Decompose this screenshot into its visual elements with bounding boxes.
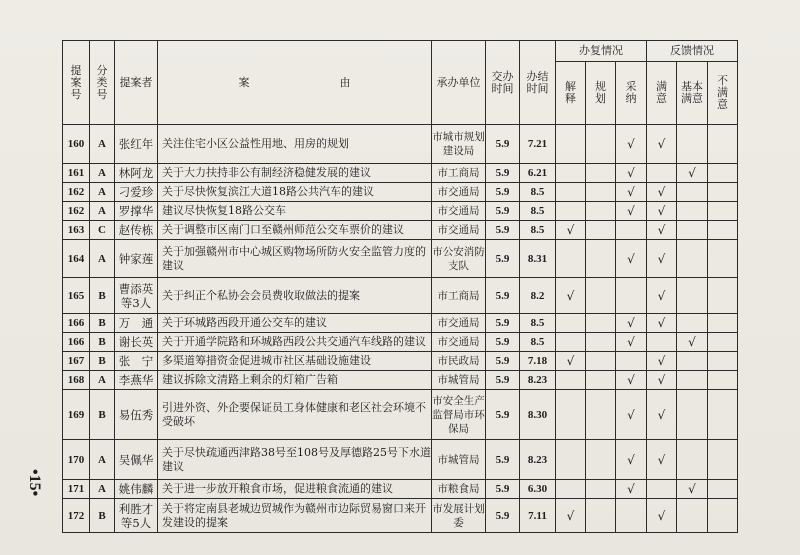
cell-subject: 建议拆除文清路上剩余的灯箱广告箱 <box>158 371 432 390</box>
table-row <box>63 352 738 371</box>
cell-subject: 关于进一步放开粮食市场，促进粮食流通的建议 <box>158 480 432 499</box>
cell-category: A <box>90 202 115 221</box>
cell-unsatisfied-check <box>708 278 738 314</box>
cell-unsatisfied-check <box>708 371 738 390</box>
cell-subject: 建议尽快恢复18路公交车 <box>158 202 432 221</box>
cell-basic-satisfied-check <box>677 390 708 440</box>
header-handling-adopt: 采纳 <box>616 62 647 125</box>
cell-plan-check <box>586 333 616 352</box>
cell-assign-time: 5.9 <box>486 499 520 533</box>
cell-proposal-no: 162 <box>63 183 90 202</box>
cell-unit: 市城管局 <box>432 440 486 480</box>
cell-assign-time: 5.9 <box>486 221 520 240</box>
cell-proposer: 林阿龙 <box>115 164 158 183</box>
cell-plan-check <box>586 278 616 314</box>
cell-satisfied-check <box>647 333 677 352</box>
cell-satisfied-check: √ <box>647 183 677 202</box>
cell-subject: 关于开通学院路和环城路西段公共交通汽车线路的建议 <box>158 333 432 352</box>
cell-category: C <box>90 221 115 240</box>
cell-proposer: 赵传栋 <box>115 221 158 240</box>
header-assign-time: 交办时间 <box>486 41 520 125</box>
cell-plan-check <box>586 202 616 221</box>
cell-finish-time: 7.21 <box>520 125 556 164</box>
table-row <box>63 480 738 499</box>
table-row <box>63 314 738 333</box>
cell-subject: 关于调整市区南门口至赣州师范公交车票价的建议 <box>158 221 432 240</box>
cell-subject: 引进外资、外企要保证员工身体健康和老区社会环境不受破坏 <box>158 390 432 440</box>
table-row <box>63 202 738 221</box>
cell-satisfied-check: √ <box>647 390 677 440</box>
cell-adopt-check: √ <box>616 390 647 440</box>
cell-satisfied-check: √ <box>647 278 677 314</box>
cell-proposer: 易伍秀 <box>115 390 158 440</box>
cell-subject: 关于环城路西段开通公交车的建议 <box>158 314 432 333</box>
cell-explain-check <box>556 164 586 183</box>
cell-category: A <box>90 240 115 278</box>
cell-adopt-check: √ <box>616 125 647 164</box>
cell-category: A <box>90 371 115 390</box>
cell-unit: 市安全生产监督局市环保局 <box>432 390 486 440</box>
cell-unsatisfied-check <box>708 202 738 221</box>
table-row <box>63 164 738 183</box>
cell-assign-time: 5.9 <box>486 390 520 440</box>
table-row <box>63 371 738 390</box>
header-finish-time: 办结时间 <box>520 41 556 125</box>
cell-unit: 市城管局 <box>432 371 486 390</box>
proposal-table <box>62 40 738 533</box>
cell-basic-satisfied-check: √ <box>677 164 708 183</box>
cell-assign-time: 5.9 <box>486 440 520 480</box>
cell-category: B <box>90 314 115 333</box>
cell-category: A <box>90 183 115 202</box>
header-feedback-unsatisfied: 不满意 <box>708 62 738 125</box>
cell-plan-check <box>586 221 616 240</box>
cell-basic-satisfied-check: √ <box>677 480 708 499</box>
cell-explain-check <box>556 480 586 499</box>
cell-proposal-no: 168 <box>63 371 90 390</box>
cell-assign-time: 5.9 <box>486 202 520 221</box>
header-category: 分类号 <box>90 41 115 125</box>
cell-explain-check <box>556 314 586 333</box>
cell-explain-check: √ <box>556 499 586 533</box>
cell-unsatisfied-check <box>708 333 738 352</box>
cell-adopt-check <box>616 352 647 371</box>
cell-unit: 市工商局 <box>432 278 486 314</box>
table-row <box>63 240 738 278</box>
cell-finish-time: 6.30 <box>520 480 556 499</box>
table-row <box>63 333 738 352</box>
cell-finish-time: 8.23 <box>520 440 556 480</box>
cell-plan-check <box>586 183 616 202</box>
cell-unsatisfied-check <box>708 499 738 533</box>
cell-explain-check <box>556 333 586 352</box>
header-feedback-group: 反馈情况 <box>647 41 738 62</box>
cell-basic-satisfied-check <box>677 125 708 164</box>
cell-assign-time: 5.9 <box>486 183 520 202</box>
cell-basic-satisfied-check <box>677 499 708 533</box>
cell-satisfied-check: √ <box>647 240 677 278</box>
cell-proposer: 姚伟麟 <box>115 480 158 499</box>
cell-proposal-no: 169 <box>63 390 90 440</box>
cell-assign-time: 5.9 <box>486 371 520 390</box>
header-handling-explain: 解释 <box>556 62 586 125</box>
cell-adopt-check: √ <box>616 164 647 183</box>
cell-proposal-no: 171 <box>63 480 90 499</box>
cell-satisfied-check: √ <box>647 314 677 333</box>
cell-assign-time: 5.9 <box>486 314 520 333</box>
cell-unit: 市交通局 <box>432 221 486 240</box>
cell-unsatisfied-check <box>708 125 738 164</box>
table-row <box>63 440 738 480</box>
cell-explain-check <box>556 440 586 480</box>
cell-satisfied-check: √ <box>647 352 677 371</box>
cell-finish-time: 8.5 <box>520 202 556 221</box>
cell-basic-satisfied-check <box>677 352 708 371</box>
table-row <box>63 499 738 533</box>
header-proposal-no: 提案号 <box>63 41 90 125</box>
cell-plan-check <box>586 164 616 183</box>
cell-assign-time: 5.9 <box>486 352 520 371</box>
cell-proposal-no: 166 <box>63 333 90 352</box>
cell-basic-satisfied-check <box>677 202 708 221</box>
cell-proposal-no: 172 <box>63 499 90 533</box>
cell-unsatisfied-check <box>708 240 738 278</box>
cell-subject: 关注住宅小区公益性用地、用房的规划 <box>158 125 432 164</box>
cell-satisfied-check: √ <box>647 440 677 480</box>
header-unit: 承办单位 <box>432 41 486 125</box>
cell-proposer: 刁爱珍 <box>115 183 158 202</box>
cell-proposal-no: 163 <box>63 221 90 240</box>
cell-basic-satisfied-check <box>677 240 708 278</box>
cell-basic-satisfied-check <box>677 183 708 202</box>
cell-assign-time: 5.9 <box>486 278 520 314</box>
cell-finish-time: 8.5 <box>520 314 556 333</box>
cell-adopt-check: √ <box>616 371 647 390</box>
cell-finish-time: 8.5 <box>520 333 556 352</box>
cell-plan-check <box>586 440 616 480</box>
cell-basic-satisfied-check: √ <box>677 333 708 352</box>
cell-explain-check <box>556 390 586 440</box>
cell-category: A <box>90 125 115 164</box>
cell-proposer: 张红年 <box>115 125 158 164</box>
cell-plan-check <box>586 480 616 499</box>
cell-satisfied-check <box>647 164 677 183</box>
cell-adopt-check <box>616 221 647 240</box>
table-row <box>63 390 738 440</box>
cell-subject: 关于尽快疏通西津路38号至108号及厚德路25号下水道建议 <box>158 440 432 480</box>
cell-adopt-check <box>616 499 647 533</box>
cell-finish-time: 8.23 <box>520 371 556 390</box>
cell-proposal-no: 160 <box>63 125 90 164</box>
cell-proposer: 利胜才等5人 <box>115 499 158 533</box>
cell-unit: 市民政局 <box>432 352 486 371</box>
cell-proposer: 吴佩华 <box>115 440 158 480</box>
cell-basic-satisfied-check <box>677 440 708 480</box>
cell-subject: 关于尽快恢复滨江大道18路公共汽车的建议 <box>158 183 432 202</box>
cell-unit: 市粮食局 <box>432 480 486 499</box>
cell-subject: 关于纠正个私协会会员费收取做法的提案 <box>158 278 432 314</box>
cell-proposer: 李燕华 <box>115 371 158 390</box>
cell-proposal-no: 167 <box>63 352 90 371</box>
table-row <box>63 125 738 164</box>
cell-assign-time: 5.9 <box>486 480 520 499</box>
cell-unsatisfied-check <box>708 164 738 183</box>
header-handling-plan: 规划 <box>586 62 616 125</box>
cell-plan-check <box>586 390 616 440</box>
cell-unit: 市工商局 <box>432 164 486 183</box>
cell-plan-check <box>586 352 616 371</box>
cell-proposal-no: 166 <box>63 314 90 333</box>
cell-subject: 关于大力扶持非公有制经济稳健发展的建议 <box>158 164 432 183</box>
cell-explain-check <box>556 202 586 221</box>
cell-explain-check: √ <box>556 221 586 240</box>
cell-explain-check <box>556 183 586 202</box>
cell-proposer: 钟家莲 <box>115 240 158 278</box>
cell-proposer: 罗撑华 <box>115 202 158 221</box>
cell-explain-check <box>556 125 586 164</box>
cell-assign-time: 5.9 <box>486 333 520 352</box>
cell-plan-check <box>586 314 616 333</box>
cell-category: A <box>90 164 115 183</box>
cell-proposal-no: 164 <box>63 240 90 278</box>
cell-adopt-check: √ <box>616 440 647 480</box>
table-row <box>63 183 738 202</box>
cell-satisfied-check: √ <box>647 221 677 240</box>
cell-category: A <box>90 440 115 480</box>
cell-unsatisfied-check <box>708 440 738 480</box>
cell-unsatisfied-check <box>708 183 738 202</box>
cell-subject: 多渠道筹措资金促进城市社区基础设施建设 <box>158 352 432 371</box>
cell-subject: 关于加强赣州市中心城区购物场所防火安全监管力度的建议 <box>158 240 432 278</box>
cell-unsatisfied-check <box>708 314 738 333</box>
cell-category: B <box>90 499 115 533</box>
proposal-rows <box>63 125 738 533</box>
cell-assign-time: 5.9 <box>486 240 520 278</box>
header-proposer: 提案者 <box>115 41 158 125</box>
header-subject: 案 由 <box>158 41 432 125</box>
cell-assign-time: 5.9 <box>486 125 520 164</box>
cell-adopt-check: √ <box>616 183 647 202</box>
cell-category: A <box>90 480 115 499</box>
cell-basic-satisfied-check <box>677 278 708 314</box>
cell-subject: 关于将定南县老城边贸城作为赣州市边际贸易窗口来开发建设的提案 <box>158 499 432 533</box>
header-feedback-satisfied: 满意 <box>647 62 677 125</box>
cell-explain-check <box>556 371 586 390</box>
page-number: •15• <box>26 469 43 497</box>
cell-plan-check <box>586 240 616 278</box>
cell-proposal-no: 165 <box>63 278 90 314</box>
cell-unsatisfied-check <box>708 480 738 499</box>
cell-unit: 市发展计划委 <box>432 499 486 533</box>
cell-unsatisfied-check <box>708 390 738 440</box>
cell-satisfied-check <box>647 480 677 499</box>
cell-finish-time: 8.5 <box>520 221 556 240</box>
cell-adopt-check <box>616 278 647 314</box>
cell-proposer: 谢长英 <box>115 333 158 352</box>
cell-assign-time: 5.9 <box>486 164 520 183</box>
cell-explain-check <box>556 240 586 278</box>
cell-unit: 市交通局 <box>432 202 486 221</box>
cell-proposal-no: 162 <box>63 202 90 221</box>
cell-explain-check: √ <box>556 352 586 371</box>
cell-plan-check <box>586 499 616 533</box>
cell-adopt-check: √ <box>616 202 647 221</box>
cell-unit: 市交通局 <box>432 183 486 202</box>
cell-finish-time: 8.31 <box>520 240 556 278</box>
cell-category: B <box>90 278 115 314</box>
cell-basic-satisfied-check <box>677 314 708 333</box>
cell-satisfied-check: √ <box>647 202 677 221</box>
cell-category: B <box>90 352 115 371</box>
cell-proposal-no: 161 <box>63 164 90 183</box>
cell-plan-check <box>586 371 616 390</box>
cell-finish-time: 6.21 <box>520 164 556 183</box>
cell-proposer: 张 宁 <box>115 352 158 371</box>
cell-unit: 市公安消防支队 <box>432 240 486 278</box>
cell-explain-check: √ <box>556 278 586 314</box>
cell-proposer: 曹添英等3人 <box>115 278 158 314</box>
cell-unsatisfied-check <box>708 221 738 240</box>
cell-finish-time: 7.18 <box>520 352 556 371</box>
cell-satisfied-check: √ <box>647 125 677 164</box>
header-feedback-basic: 基本满意 <box>677 62 708 125</box>
cell-adopt-check: √ <box>616 333 647 352</box>
cell-finish-time: 8.30 <box>520 390 556 440</box>
cell-basic-satisfied-check <box>677 371 708 390</box>
cell-proposal-no: 170 <box>63 440 90 480</box>
cell-unit: 市交通局 <box>432 333 486 352</box>
cell-adopt-check: √ <box>616 480 647 499</box>
table-row <box>63 278 738 314</box>
table-row <box>63 221 738 240</box>
cell-category: B <box>90 333 115 352</box>
cell-satisfied-check: √ <box>647 499 677 533</box>
header-handling-group: 办复情况 <box>556 41 647 62</box>
cell-satisfied-check: √ <box>647 371 677 390</box>
cell-plan-check <box>586 125 616 164</box>
cell-unsatisfied-check <box>708 352 738 371</box>
cell-proposer: 万 通 <box>115 314 158 333</box>
cell-adopt-check: √ <box>616 314 647 333</box>
cell-unit: 市城市规划建设局 <box>432 125 486 164</box>
cell-finish-time: 7.11 <box>520 499 556 533</box>
cell-category: B <box>90 390 115 440</box>
cell-unit: 市交通局 <box>432 314 486 333</box>
cell-finish-time: 8.5 <box>520 183 556 202</box>
cell-adopt-check: √ <box>616 240 647 278</box>
cell-finish-time: 8.2 <box>520 278 556 314</box>
cell-basic-satisfied-check <box>677 221 708 240</box>
